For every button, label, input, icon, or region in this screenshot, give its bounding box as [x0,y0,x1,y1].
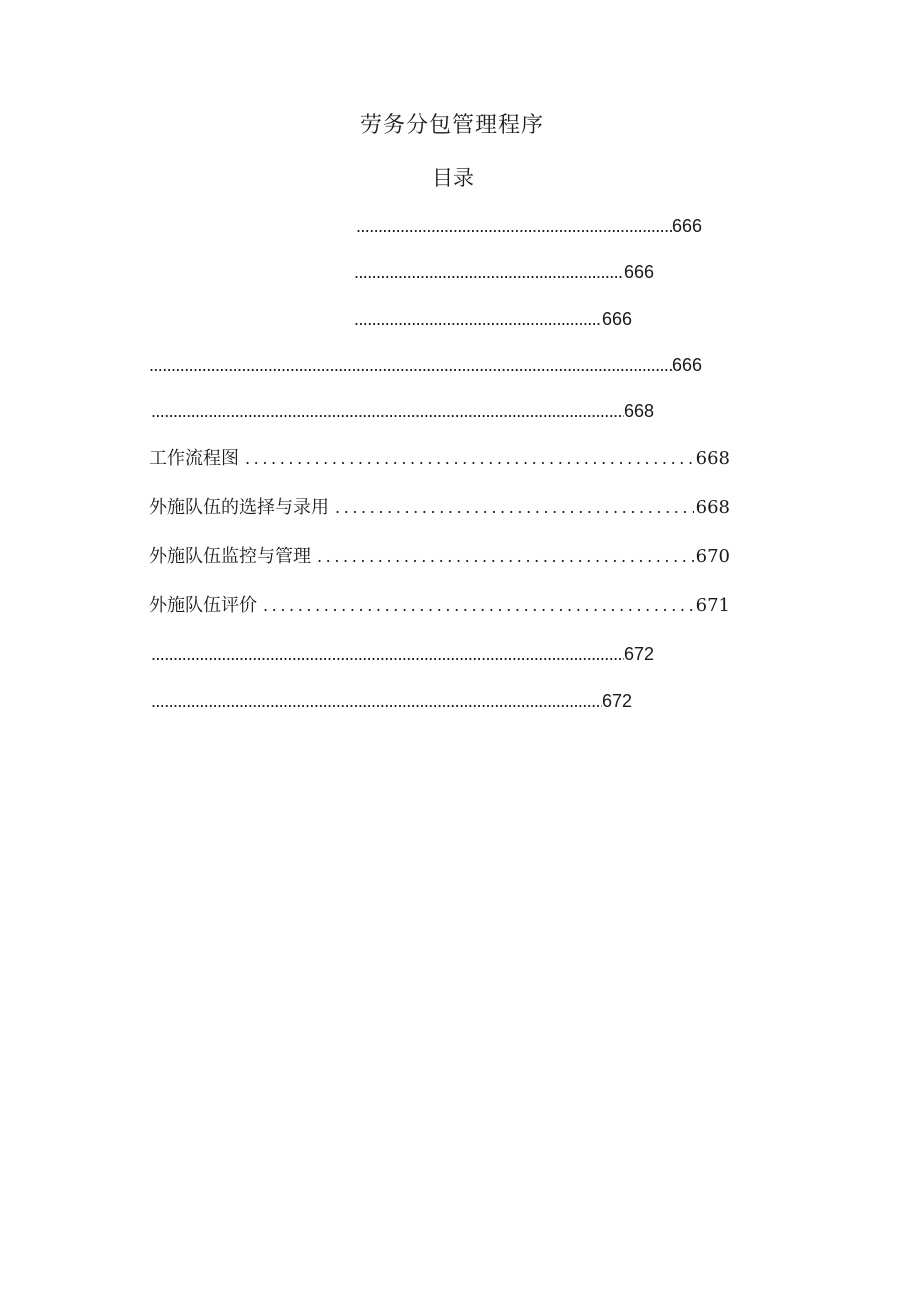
dot-leader [149,353,672,377]
toc-page-number: 671 [695,595,730,616]
dot-leader [151,689,602,713]
toc-heading: 目录 [432,166,474,190]
toc-page-number: 668 [695,497,730,518]
toc-entry-label: 外施队伍评价 [149,595,257,616]
toc-entry-label: 外施队伍监控与管理 [149,546,311,567]
dot-leader [239,447,694,471]
toc-entry[interactable] [149,353,702,377]
toc-page-number: 666 [623,262,654,282]
toc-entry[interactable] [356,214,702,238]
toc-page-number: 672 [623,644,654,664]
toc-page-number: 668 [623,401,654,421]
toc-page-number: 666 [671,355,702,375]
toc-entry[interactable] [151,399,654,423]
toc-entry[interactable] [354,307,632,331]
toc-entry[interactable] [354,260,654,284]
toc-entry[interactable] [149,594,730,618]
dot-leader [354,260,624,284]
dot-leader [311,545,694,569]
toc-entry[interactable] [151,689,632,713]
toc-page-number: 666 [601,309,632,329]
toc-page-number: 666 [671,216,702,236]
dot-leader [151,399,624,423]
dot-leader [329,496,694,520]
toc-entry[interactable] [149,496,730,520]
toc-page-number: 672 [601,691,632,711]
toc-entry[interactable] [151,642,654,666]
toc-entry-label: 工作流程图 [149,448,239,469]
dot-leader [257,594,694,618]
toc-entry-label: 外施队伍的选择与录用 [149,497,329,518]
toc-page-number: 670 [695,546,730,567]
document-title: 劳务分包管理程序 [359,113,544,138]
dot-leader [354,307,602,331]
toc-page-number: 668 [695,448,730,469]
toc-entry[interactable] [149,545,730,569]
toc-entry[interactable] [149,447,730,471]
dot-leader [356,214,672,238]
dot-leader [151,642,624,666]
